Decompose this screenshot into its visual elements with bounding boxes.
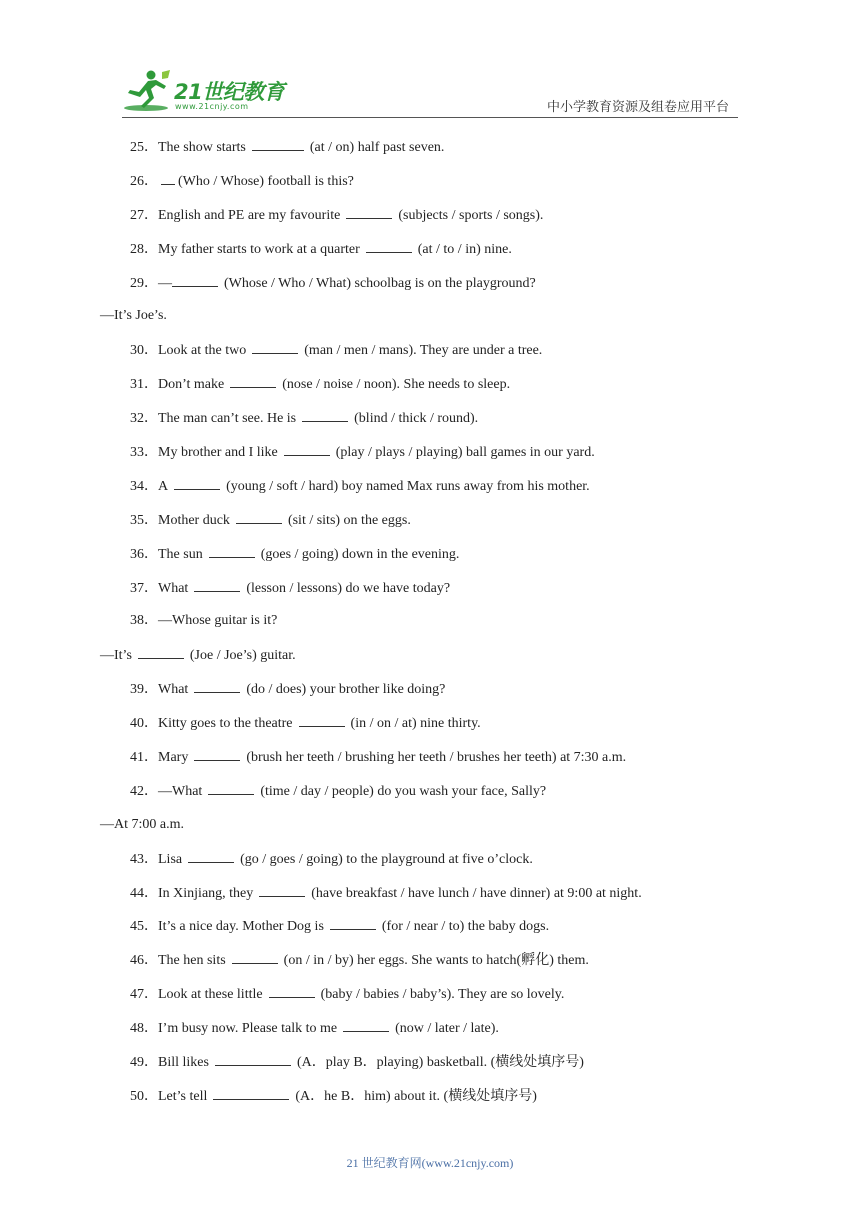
question-line: 41．Mary (brush her teeth / brushing her teeth / brushes her teeth) at 7:30 a.m. [130, 746, 750, 780]
question-line: 29．— (Whose / Who / What) schoolbag is on the playground? [130, 272, 750, 306]
question-line: 34．A (young / soft / hard) boy named Max runs away from his mother. [130, 475, 750, 509]
question-line: 38．—Whose guitar is it? [130, 613, 278, 629]
question-line: 43．Lisa (go / goes / going) to the playground at five o’clock. [130, 848, 750, 882]
answer-line: —It’s (Joe / Joe’s) guitar. [100, 644, 750, 678]
question-line: 25．The show starts (at / on) half past seven. [130, 136, 750, 170]
answer-blank[interactable] [302, 407, 348, 422]
question-line: 40．Kitty goes to the theatre (in / on / at) nine thirty. [130, 712, 750, 746]
answer-blank[interactable] [299, 712, 345, 727]
question-line: 30．Look at the two (man / men / mans). They are under a tree. [130, 339, 750, 373]
answer-blank[interactable] [209, 543, 255, 558]
answer-blank[interactable] [208, 780, 254, 795]
question-line: 36．The sun (goes / going) down in the evening. [130, 543, 750, 577]
answer-blank[interactable] [172, 272, 218, 287]
question-line: 50．Let’s tell (A．he B．him) about it. (横线处填序号) [130, 1085, 750, 1119]
question-line: 26． (Who / Whose) football is this? [130, 170, 750, 204]
question-line: 49．Bill likes (A．play B．playing) basketball. (横线处填序号) [130, 1051, 750, 1085]
answer-line: —At 7:00 a.m. [100, 816, 184, 832]
answer-blank[interactable] [215, 1051, 291, 1066]
answer-blank[interactable] [232, 949, 278, 964]
page-footer: 21 世纪教育网(www.21cnjy.com) [346, 1156, 514, 1170]
answer-blank[interactable] [213, 1085, 289, 1100]
site-logo [122, 68, 292, 116]
question-line: 28．My father starts to work at a quarter (at / to / in) nine. [130, 238, 750, 272]
answer-blank[interactable] [252, 136, 304, 151]
runner-icon [122, 68, 172, 114]
question-line: 35．Mother duck (sit / sits) on the eggs. [130, 509, 750, 543]
question-line: 27．English and PE are my favourite (subjects / sports / songs). [130, 204, 750, 238]
question-line: 32．The man can’t see. He is (blind / thick / round). [130, 407, 750, 441]
question-line: 45．It’s a nice day. Mother Dog is (for / near / to) the baby dogs. [130, 915, 750, 949]
answer-blank[interactable] [138, 644, 184, 659]
answer-blank[interactable] [194, 746, 240, 761]
answer-blank[interactable] [194, 678, 240, 693]
question-line: 42．—What (time / day / people) do you wash your face, Sally? [130, 780, 750, 814]
question-line: 37．What (lesson / lessons) do we have today? [130, 577, 750, 611]
answer-line: —It’s Joe’s. [100, 308, 167, 324]
answer-blank[interactable] [236, 509, 282, 524]
answer-blank[interactable] [230, 373, 276, 388]
logo-url: www.21cnjy.com [175, 102, 249, 111]
question-line: 46．The hen sits (on / in / by) her eggs. She wants to hatch(孵化) them. [130, 949, 750, 983]
header-divider [122, 117, 738, 118]
question-line: 31．Don’t make (nose / noise / noon). She needs to sleep. [130, 373, 750, 407]
answer-blank[interactable] [161, 170, 175, 185]
answer-blank[interactable] [188, 848, 234, 863]
answer-blank[interactable] [194, 577, 240, 592]
question-line: 33．My brother and I like (play / plays / playing) ball games in our yard. [130, 441, 750, 475]
question-line: 39．What (do / does) your brother like doing? [130, 678, 750, 712]
question-line: 44．In Xinjiang, they (have breakfast / have lunch / have dinner) at 9:00 at night. [130, 882, 750, 916]
answer-blank[interactable] [174, 475, 220, 490]
answer-blank[interactable] [252, 339, 298, 354]
answer-blank[interactable] [259, 882, 305, 897]
answer-blank[interactable] [269, 983, 315, 998]
answer-blank[interactable] [330, 915, 376, 930]
question-line: 47．Look at these little (baby / babies / baby’s). They are so lovely. [130, 983, 750, 1017]
answer-blank[interactable] [366, 238, 412, 253]
question-line: 48．I’m busy now. Please talk to me (now / later / late). [130, 1017, 750, 1051]
logo-text: 21世纪教育 [174, 80, 285, 104]
page-header [0, 0, 860, 125]
question-list [100, 136, 750, 1119]
answer-blank[interactable] [343, 1017, 389, 1032]
answer-blank[interactable] [284, 441, 330, 456]
platform-slogan: 中小学教育资源及组卷应用平台 [546, 100, 729, 115]
answer-blank[interactable] [346, 204, 392, 219]
